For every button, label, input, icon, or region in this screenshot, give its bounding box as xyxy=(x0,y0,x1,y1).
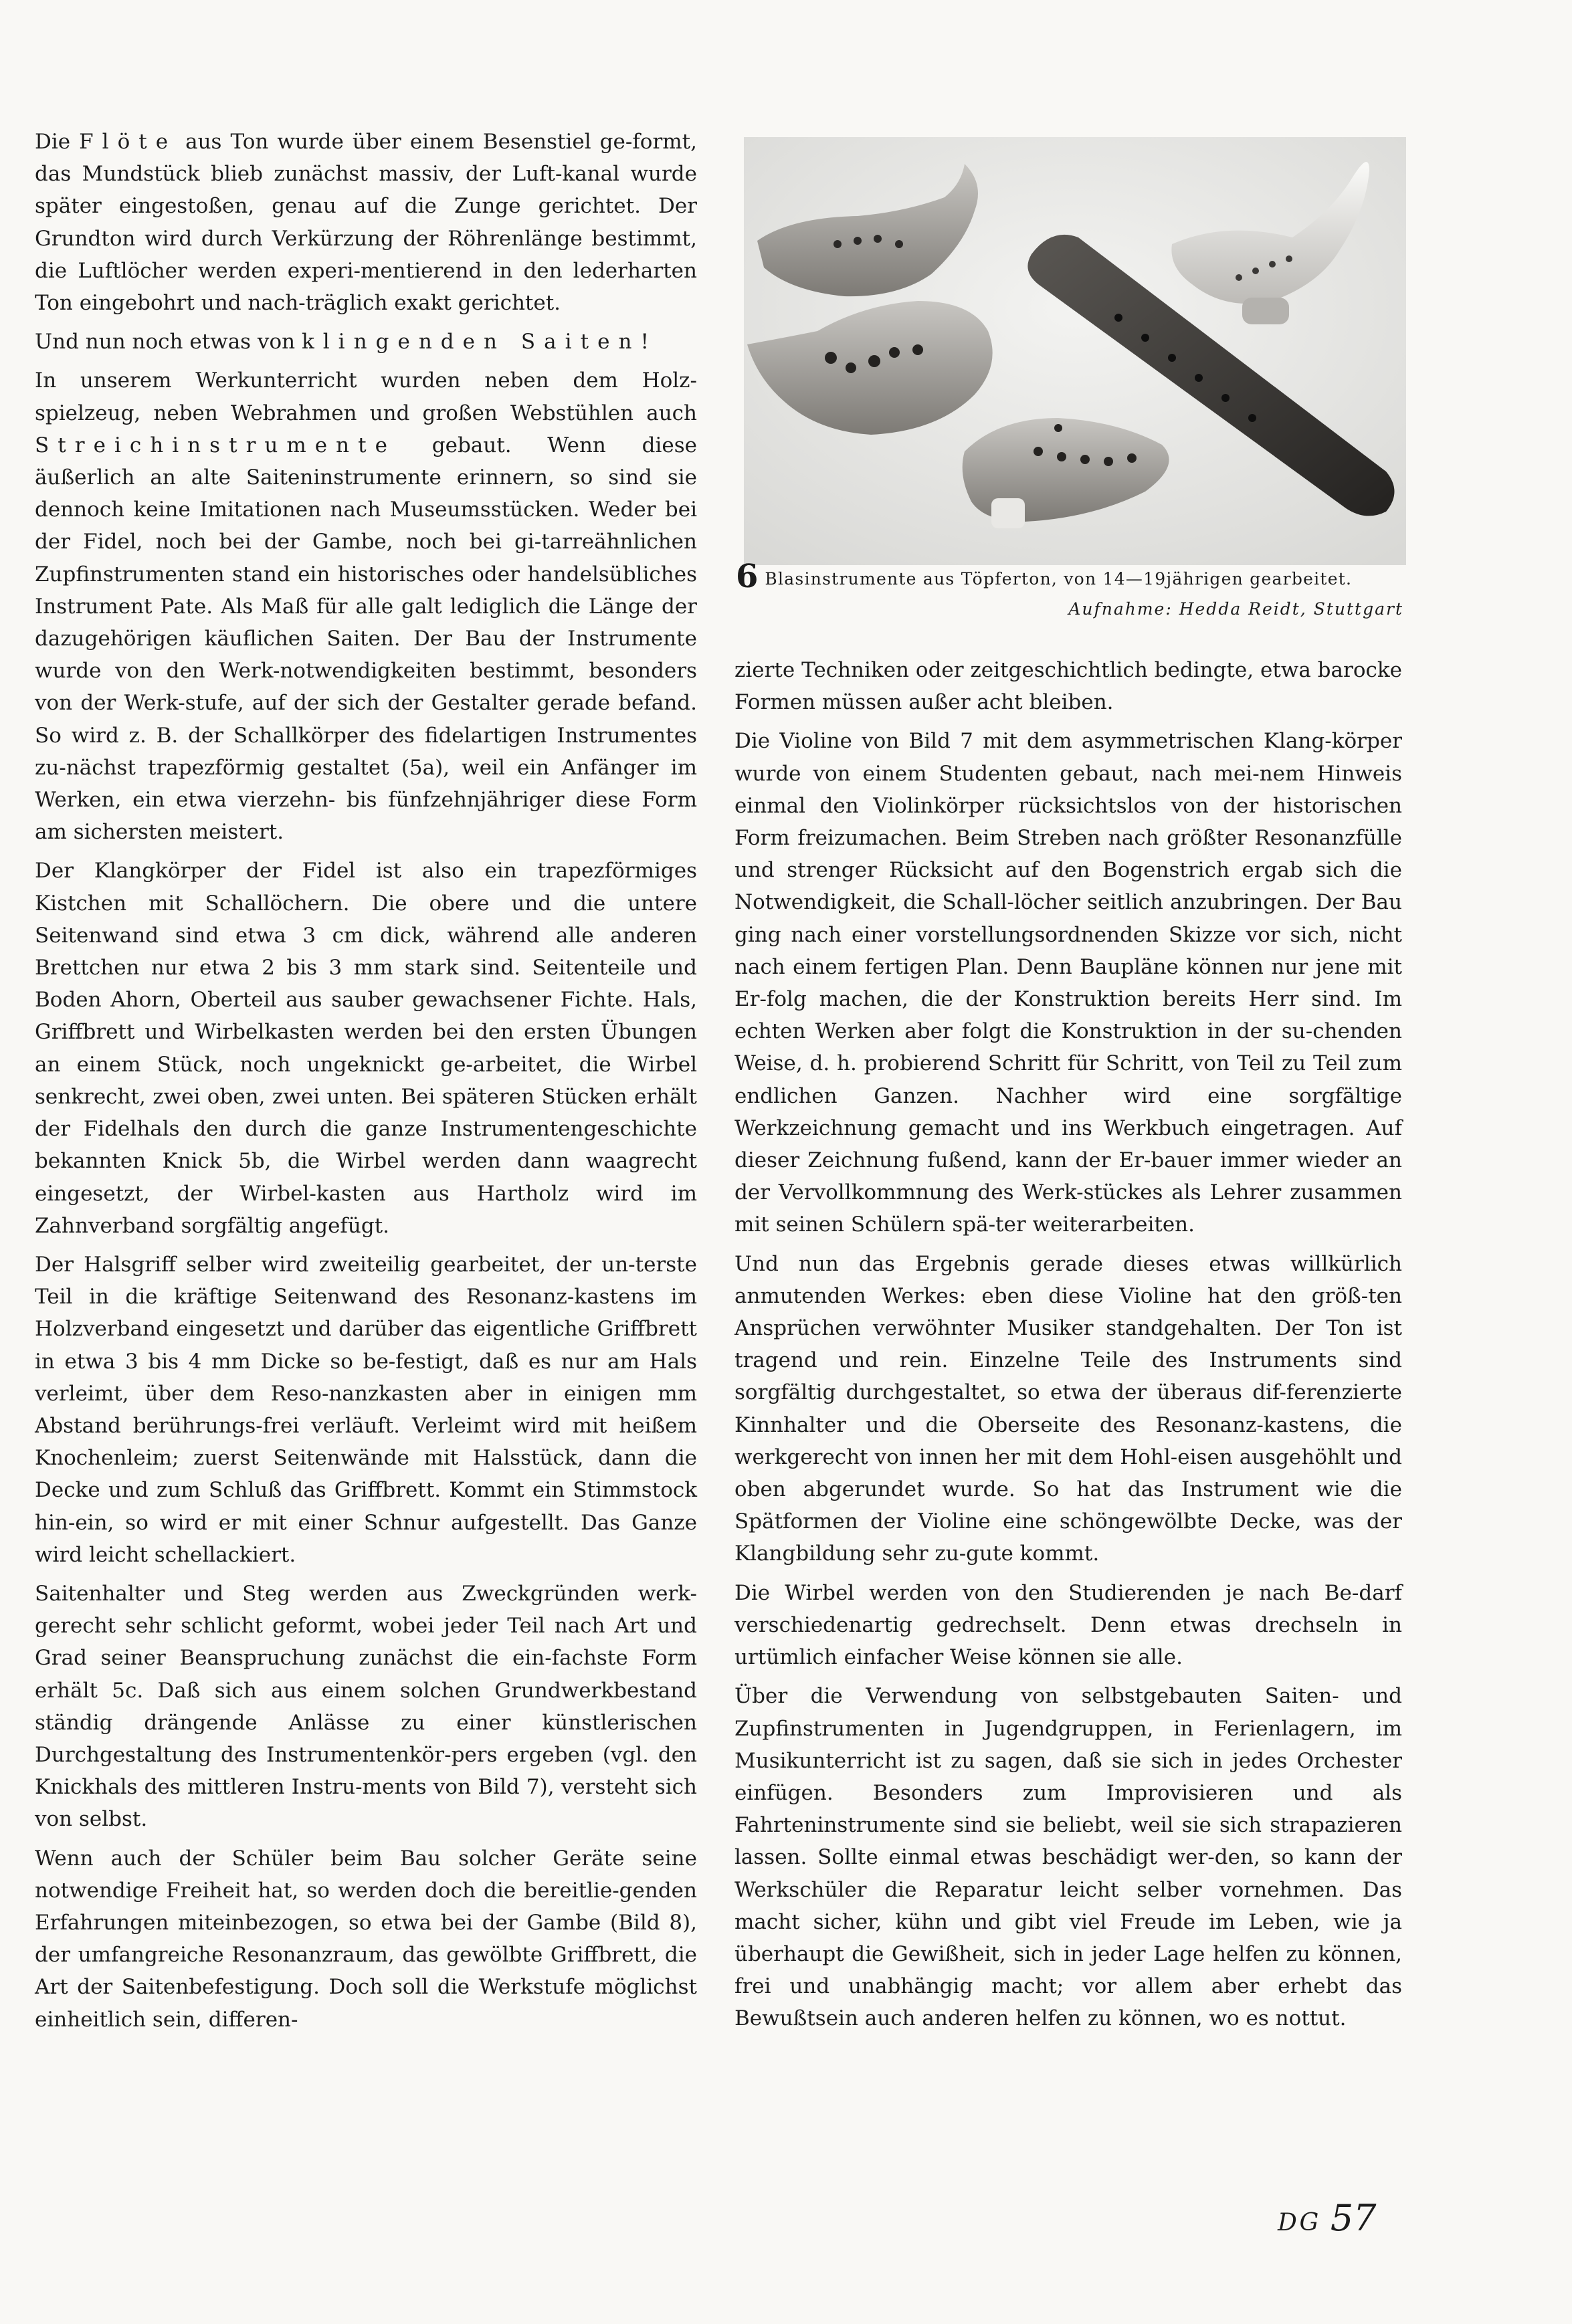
paragraph: Die Wirbel werden von den Studierenden je nach Be-darf verschiedenartig gedrechselt. Denn etwas drechseln in urtümlich einfacher Weise können sie alle. xyxy=(734,1580,1402,1670)
paragraph: Die Violine von Bild 7 mit dem asymmetrischen Klang-körper wurde von einem Studenten gebaut, nach mei-nem Hinweis einmal den Violinkörper rücksichtslos von der historischen Form freizumachen. Beim Streben nach größter Resonanzfülle und strenger Rücksicht auf den Bogenstrich ergab sich die Notwendigkeit, die Schall-löcher seitlich anzubringen. Der Bau ging nach einer vorstellungsordnenden Skizze vor sich, nicht nach einem fertigen Plan. Denn Baupläne können nur jene mit Er-folg machen, die der Konstruktion bereits Herr sind. Im echten Werken aber folgt die Konstruktion in der su-chenden Weise, d. h. probierend Schritt für Schritt, von Teil zu Teil zum endlichen Ganzen. Nachher wird eine sorgfältige Werkzeichnung gemacht und ins Werkbuch eingetragen. Auf dieser Zeichnung fußend, kann der Er-bauer immer wieder an der Vervollkommnung des Werk-stückes als Lehrer zusammen mit seinen Schülern spä-ter weiterarbeiten. xyxy=(734,729,1402,1237)
paragraph: Und nun das Ergebnis gerade dieses etwas willkürlich anmutenden Werkes: eben diese Violine hat den größ-ten Ansprüchen verwöhnter Musiker standgehalten. Der Ton ist tragend und rein. Einzelne Teile des Instruments sind sorgfältig durchgestaltet, so etwa der überaus dif-ferenzierte Kinnhalter und die Oberseite des Resonanz-kastens, die werkgerecht von innen her mit dem Hohl-eisen ausgehöhlt und oben abgerundet wurde. So hat das Instrument wie die Spätformen der Violine eine schöngewölbte Decke, was der Klangbildung sehr zu-gute kommt. xyxy=(734,1251,1402,1566)
paragraph: Die Flöte aus Ton wurde über einem Besenstiel ge-formt, das Mundstück blieb zunächst massiv, der Luft-kanal wurde später eingestoßen, genau auf die Zunge gerichtet. Der Grundton wird durch Verkürzung der Röhrenlänge bestimmt, die Luftlöcher werden experi-mentierend in den lederharten Ton eingebohrt und nach-träglich exakt gerichtet. xyxy=(35,130,697,316)
photo-credit: Aufnahme: Hedda Reidt, Stuttgart xyxy=(1068,599,1403,619)
left-text-column xyxy=(35,126,697,2042)
paragraph: Der Halsgriff selber wird zweiteilig gearbeitet, der un-terste Teil in die kräftige Seitenwand des Resonanz-kastens im Holzverband eingesetzt und darüber das eigentliche Griffbrett in etwa 3 bis 4 mm Dicke so be-festigt, daß es nur am Hals verleimt, über dem Reso-nanzkasten aber in einigen mm Abstand berührungs-frei verläuft. Verleimt wird mit heißem Knochenleim; zuerst Seitenwände mit Halsstück, dann die Decke und zum Schluß das Griffbrett. Kommt ein Stimmstock hin-ein, so wird er mit einer Schnur aufgestellt. Das Ganze wird leicht schellackiert. xyxy=(35,1252,697,1567)
paragraph: Wenn auch der Schüler beim Bau solcher Geräte seine notwendige Freiheit hat, so werden doch die bereitlie-genden Erfahrungen miteinbezogen, so etwa bei der Gambe (Bild 8), der umfangreiche Resonanzraum, das gewölbte Griffbrett, die Art der Saitenbefestigung. Doch soll die Werkstufe möglichst einheitlich sein, differen- xyxy=(35,1846,697,2032)
paragraph: zierte Techniken oder zeitgeschichtlich bedingte, etwa barocke Formen müssen außer acht bleiben. xyxy=(734,658,1402,715)
page-number: 57 xyxy=(1330,2197,1377,2239)
right-text-column xyxy=(734,654,1402,2042)
paragraph: Und nun noch etwas von klingenden Saiten! xyxy=(35,330,649,354)
paragraph: Der Klangkörper der Fidel ist also ein trapezförmiges Kistchen mit Schallöchern. Die obere und die untere Seitenwand sind etwa 3 cm dick, während alle anderen Brettchen nur etwa 2 bis 3 mm stark sind. Seitenteile und Boden Ahorn, Oberteil aus sauber gewachsener Fichte. Hals, Griffbrett und Wirbelkasten werden bei den ersten Übungen an einem Stück, noch ungeknickt ge-arbeitet, die Wirbel senkrecht, zwei oben, zwei unten. Bei späteren Stücken erhält der Fidelhals den durch die ganze Instrumentengeschichte bekannten Knick 5b, die Wirbel werden dann waagrecht eingesetzt, der Wirbel-kasten aus Hartholz wird im Zahnverband sorgfältig angefügt. xyxy=(35,859,697,1238)
wind-instruments-photo xyxy=(744,137,1406,565)
figure-number: 6 xyxy=(736,558,759,595)
paragraph: In unserem Werkunterricht wurden neben dem Holz-spielzeug, neben Webrahmen und großen Webstühlen auch Streichinstrumente gebaut. Wenn diese äußerlich an alte Saiteninstrumente erinnern, so sind sie dennoch keine Imitationen nach Museumsstücken. Weder bei der Fidel, noch bei der Gambe, noch bei gi-tarreähnlichen Zupfinstrumenten stand ein historisches oder handelsübliches Instrument Pate. Als Maß für alle galt lediglich die Länge der dazugehörigen käuflichen Saiten. Der Bau der Instrumente wurde von den Werk-notwendigkeiten bestimmt, besonders von der Werk-stufe, auf der sich der Gestalter gerade befand. So wird z. B. der Schallkörper des fidelartigen Instrumentes zu-nächst trapezförmig gestaltet (5a), weil ein Anfänger im Werken, ein etwa vierzehn- bis fünfzehnjähriger diese Form am sichersten meistert. xyxy=(35,368,697,845)
journal-abbreviation: DG xyxy=(1278,2209,1321,2236)
paragraph: Über die Verwendung von selbstgebauten Saiten- und Zupfinstrumenten in Jugendgruppen, in Ferienlagern, im Musikunterricht ist zu sagen, daß sie sich in jedes Orchester einfügen. Besonders zum Improvisieren und als Fahrteninstrumente sind sie beliebt, weil sie sich strapazieren lassen. Sollte einmal etwas beschädigt wer-den, so kann der Werkschüler die Reparatur leicht selber vornehmen. Das macht sicher, kühn und gibt viel Freude im Leben, wie ja überhaupt die Gewißheit, sich in jeder Lage helfen zu können, frei und unabhängig macht; vor allem aber erhebt das Bewußtsein auch anderen helfen zu können, wo es nottut. xyxy=(734,1684,1402,2031)
paragraph: Saitenhalter und Steg werden aus Zweckgründen werk-gerecht sehr schlicht geformt, wobei jeder Teil nach Art und Grad seiner Beanspruchung zunächst die ein-fachste Form erhält 5c. Daß sich aus einem solchen Grundwerkbestand ständig drängende Anlässe zu einer künstlerischen Durchgestaltung des Instrumentenkör-pers ergeben (vgl. den Knickhals des mittleren Instru-ments von Bild 7), versteht sich von selbst. xyxy=(35,1581,697,1832)
figure-caption-text: Blasinstrumente aus Töpferton, von 14—19jährigen gearbeitet. xyxy=(765,569,1353,589)
page-footer xyxy=(1278,2197,1377,2239)
figure-photo xyxy=(744,137,1406,565)
figure-caption xyxy=(736,558,1403,595)
